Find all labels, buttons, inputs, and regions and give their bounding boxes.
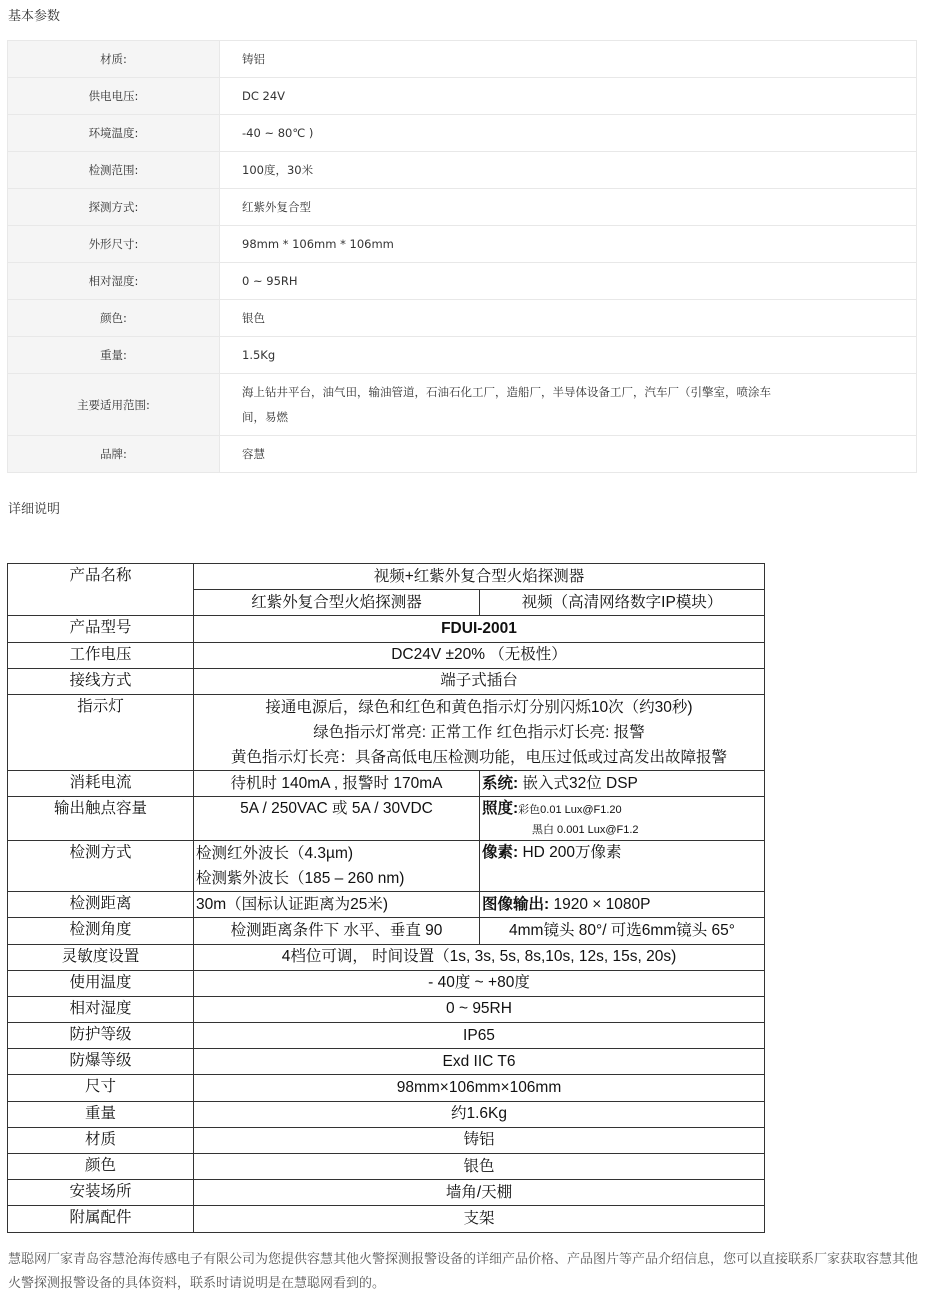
param-key: 颜色: bbox=[8, 300, 220, 337]
spec-row bbox=[8, 841, 765, 892]
spec-row bbox=[8, 1154, 765, 1180]
spec-label: 输出触点容量 bbox=[8, 797, 194, 841]
param-row bbox=[8, 337, 917, 374]
spec-value: 约1.6Kg bbox=[194, 1101, 765, 1127]
spec-row bbox=[8, 797, 765, 841]
param-value: DC 24V bbox=[220, 78, 917, 115]
spec-value: 待机时 140mA , 报警时 170mA bbox=[194, 770, 480, 796]
spec-key: 图像输出: bbox=[482, 895, 550, 913]
spec-value: FDUI-2001 bbox=[441, 619, 517, 637]
spec-table bbox=[7, 563, 765, 1233]
param-key: 探测方式: bbox=[8, 189, 220, 226]
spec-value: 墙角/天棚 bbox=[194, 1180, 765, 1206]
param-value: 98mm * 106mm * 106mm bbox=[220, 226, 917, 263]
param-row bbox=[8, 436, 917, 473]
spec-value: 视频（高清网络数字IP模块） bbox=[480, 590, 765, 616]
param-key: 材质: bbox=[8, 41, 220, 78]
spec-row bbox=[8, 996, 765, 1022]
spec-label: 防爆等级 bbox=[8, 1049, 194, 1075]
spec-key: 像素: bbox=[482, 844, 519, 862]
spec-row bbox=[8, 694, 765, 770]
param-row bbox=[8, 115, 917, 152]
spec-row bbox=[8, 1180, 765, 1206]
spec-value: 0 ~ 95RH bbox=[194, 996, 765, 1022]
spec-label: 尺寸 bbox=[8, 1075, 194, 1101]
spec-row bbox=[8, 918, 765, 944]
param-row bbox=[8, 41, 917, 78]
spec-label: 产品名称 bbox=[8, 564, 194, 616]
spec-label: 检测角度 bbox=[8, 918, 194, 944]
spec-key: 系统: bbox=[482, 774, 519, 792]
spec-value: 嵌入式32位 DSP bbox=[518, 774, 638, 792]
param-key: 检测范围: bbox=[8, 152, 220, 189]
param-value: -40 ~ 80℃ ) bbox=[220, 115, 917, 152]
spec-value: 检测红外波长（4.3µm) bbox=[196, 845, 354, 863]
spec-label: 工作电压 bbox=[8, 642, 194, 668]
spec-value: 支架 bbox=[194, 1206, 765, 1232]
spec-label: 安装场所 bbox=[8, 1180, 194, 1206]
param-value: 0 ~ 95RH bbox=[220, 263, 917, 300]
param-value: 100度，30米 bbox=[220, 152, 917, 189]
param-value: 1.5Kg bbox=[220, 337, 917, 374]
spec-value: 1920 × 1080P bbox=[549, 895, 651, 913]
spec-value: IP65 bbox=[194, 1023, 765, 1049]
spec-label: 重量 bbox=[8, 1101, 194, 1127]
spec-label: 指示灯 bbox=[8, 694, 194, 770]
spec-row bbox=[8, 892, 765, 918]
spec-row bbox=[8, 1023, 765, 1049]
spec-key: 照度: bbox=[482, 800, 519, 818]
spec-label: 检测方式 bbox=[8, 841, 194, 892]
spec-row bbox=[8, 564, 765, 590]
spec-value: Exd IIC T6 bbox=[194, 1049, 765, 1075]
spec-label: 颜色 bbox=[8, 1154, 194, 1180]
param-row bbox=[8, 374, 917, 436]
spec-row bbox=[8, 970, 765, 996]
spec-value: HD 200万像素 bbox=[518, 844, 622, 862]
spec-value: 检测紫外波长（185 – 260 nm) bbox=[196, 870, 405, 888]
spec-row bbox=[8, 668, 765, 694]
spec-label: 灵敏度设置 bbox=[8, 944, 194, 970]
spec-label: 检测距离 bbox=[8, 892, 194, 918]
spec-label: 附属配件 bbox=[8, 1206, 194, 1232]
spec-label: 产品型号 bbox=[8, 616, 194, 642]
param-row bbox=[8, 152, 917, 189]
param-value: 海上钻井平台，油气田，输油管道，石油石化工厂，造船厂，半导体设备工厂，汽车厂（引擎室，喷涂车间，易燃 bbox=[242, 384, 771, 424]
basic-params-table bbox=[7, 40, 917, 473]
spec-value: 30m（国标认证距离为25米) bbox=[194, 892, 480, 918]
spec-value: 5A / 250VAC 或 5A / 30VDC bbox=[194, 797, 480, 841]
param-row bbox=[8, 78, 917, 115]
spec-value: 检测距离条件下 水平、垂直 90 bbox=[194, 918, 480, 944]
basic-params-title: 基本参数 bbox=[8, 9, 61, 24]
param-key: 相对湿度: bbox=[8, 263, 220, 300]
indicator-line: 黄色指示灯长亮：具备高低电压检测功能，电压过低或过高发出故障报警 bbox=[230, 748, 727, 766]
param-value: 红紫外复合型 bbox=[220, 189, 917, 226]
param-value: 铸铝 bbox=[220, 41, 917, 78]
spec-row bbox=[8, 1127, 765, 1153]
spec-row bbox=[8, 770, 765, 796]
param-key: 环境温度: bbox=[8, 115, 220, 152]
param-key: 品牌: bbox=[8, 436, 220, 473]
spec-value: - 40度 ~ +80度 bbox=[194, 970, 765, 996]
spec-label: 材质 bbox=[8, 1127, 194, 1153]
spec-value: DC24V ±20% （无极性） bbox=[194, 642, 765, 668]
spec-value: 端子式插台 bbox=[194, 668, 765, 694]
param-key: 外形尺寸: bbox=[8, 226, 220, 263]
param-key: 供电电压: bbox=[8, 78, 220, 115]
footer-description: 慧聪网厂家青岛容慧沧海传感电子有限公司为您提供容慧其他火警探测报警设备的详细产品价格、产品图片等产品介绍信息，您可以直接联系厂家获取容慧其他火警探测报警设备的具体资料，联系时请说明是在慧聪网看到的。 bbox=[8, 1252, 919, 1291]
spec-value: 红紫外复合型火焰探测器 bbox=[194, 590, 480, 616]
param-value: 容慧 bbox=[220, 436, 917, 473]
param-row bbox=[8, 263, 917, 300]
param-row bbox=[8, 300, 917, 337]
spec-value: 银色 bbox=[194, 1154, 765, 1180]
indicator-line: 接通电源后，绿色和红色和黄色指示灯分别闪烁10次（约30秒) bbox=[265, 698, 693, 716]
param-row bbox=[8, 189, 917, 226]
param-key: 重量: bbox=[8, 337, 220, 374]
spec-value: 彩色0.01 Lux@F1.20 bbox=[518, 804, 622, 817]
spec-label: 消耗电流 bbox=[8, 770, 194, 796]
spec-row bbox=[8, 1101, 765, 1127]
spec-label: 防护等级 bbox=[8, 1023, 194, 1049]
indicator-line: 绿色指示灯常亮: 正常工作 红色指示灯长亮: 报警 bbox=[313, 723, 645, 741]
param-value: 银色 bbox=[220, 300, 917, 337]
spec-value: 铸铝 bbox=[194, 1127, 765, 1153]
spec-row bbox=[8, 1206, 765, 1232]
spec-value: 4mm镜头 80°/ 可选6mm镜头 65° bbox=[480, 918, 765, 944]
spec-value: 视频+红紫外复合型火焰探测器 bbox=[194, 564, 765, 590]
spec-value: 黑白 0.001 Lux@F1.2 bbox=[532, 824, 639, 837]
param-key: 主要适用范围: bbox=[8, 374, 220, 436]
spec-row bbox=[8, 642, 765, 668]
spec-label: 使用温度 bbox=[8, 970, 194, 996]
detail-title: 详细说明 bbox=[8, 502, 61, 517]
spec-label: 相对湿度 bbox=[8, 996, 194, 1022]
spec-row bbox=[8, 1049, 765, 1075]
spec-value: 4档位可调， 时间设置（1s, 3s, 5s, 8s,10s, 12s, 15s, 20s) bbox=[194, 944, 765, 970]
spec-value: 98mm×106mm×106mm bbox=[194, 1075, 765, 1101]
spec-row bbox=[8, 1075, 765, 1101]
spec-row bbox=[8, 944, 765, 970]
spec-label: 接线方式 bbox=[8, 668, 194, 694]
param-row bbox=[8, 226, 917, 263]
spec-row bbox=[8, 616, 765, 642]
